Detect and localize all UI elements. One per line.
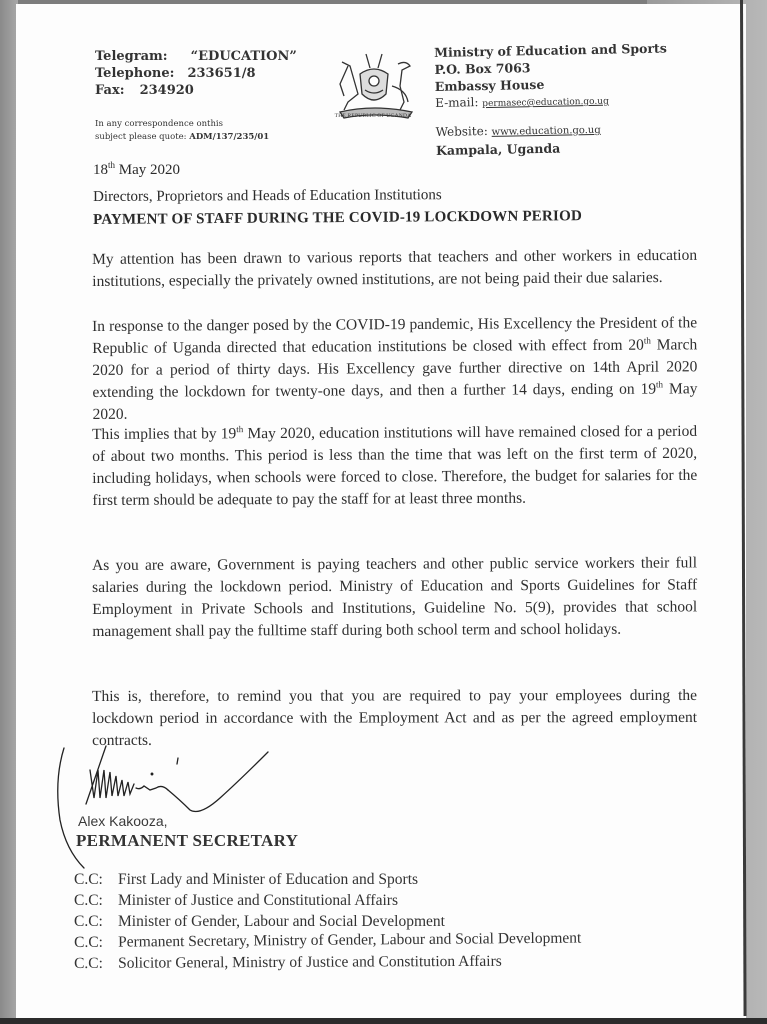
scan-background-left: [0, 0, 18, 1024]
cc-label: C.C:: [74, 871, 103, 888]
paragraph-2-text: [92, 312, 698, 426]
p2-part-a: In response to the danger posed by the COVID-19 pandemic, His Excellency the President of the Republic of Uganda directed that education institutions be closed with effect from 20: [92, 314, 698, 357]
p3-part-b: May 2020, education institutions will have remained closed for a period of about two months. This period is less than the time that was left on the first term of 2020, including holidays, when schools were forced to close. Therefore, the budget for salaries for the first term should be adequate to pay the staff for at least three months.: [92, 422, 698, 509]
p2-sup-2: th: [656, 379, 664, 390]
scan-bottom-edge: [0, 1018, 767, 1024]
cc-recipient: Permanent Secretary, Ministry of Gender, Labour and Social Development: [118, 929, 582, 951]
reference-note: [95, 118, 269, 144]
paragraph-4-text: As you are aware, Government is paying teachers and other public service workers their full salaries during the lockdown period. Ministry of Education and Sports Guidelines for Staff Employment in Private Schools and Institutions, Guideline No. 5(9), provides that school management shall pay the fulltime staff during both school term and school holidays.: [92, 554, 698, 640]
paragraph-1: [92, 245, 697, 293]
cc-item: [74, 869, 581, 890]
cc-item: [74, 928, 581, 953]
letter-date: [93, 162, 180, 179]
telephone-value: 233651/8: [187, 66, 256, 81]
fax-label: Fax:: [95, 83, 125, 98]
cc-item: [74, 950, 581, 974]
telegram-label: Telegram:: [95, 49, 168, 64]
city: Kampala, Uganda: [435, 140, 561, 158]
ministry-name: Ministry of Education and Sports: [434, 40, 667, 60]
fax-value: 234920: [139, 83, 194, 98]
p2-part-c: May 2020.: [92, 380, 698, 423]
p2-part-b: March 2020 for a period of thirty days. His Excellency gave further directive on 14th April 2020 extending the lockdown for twenty-one days, and then a further 14 days, ending on 19: [92, 336, 698, 401]
telegram-value: “EDUCATION”: [190, 49, 297, 64]
email-link[interactable]: permasec@education.go.ug: [482, 96, 609, 110]
cc-item: [74, 890, 581, 911]
letter-title: PAYMENT OF STAFF DURING THE COVID-19 LOCKDOWN PERIOD: [93, 208, 583, 228]
building-name: Embassy House: [434, 76, 545, 94]
cc-label: C.C:: [74, 913, 103, 930]
paragraph-3: [92, 421, 697, 512]
paragraph-1-text: My attention has been drawn to various reports that teachers and other workers in education institutions, especially the privately owned institutions, are not being paid their due salaries.: [92, 246, 698, 290]
email-row: [435, 91, 668, 114]
cc-recipient: First Lady and Minister of Education and Sports: [118, 871, 419, 888]
cc-label: C.C:: [74, 933, 104, 951]
signatory-title: PERMANENT SECRETARY: [76, 831, 299, 850]
reference-prefix: subject please quote:: [95, 132, 190, 142]
email-label: E-mail:: [434, 95, 483, 110]
paragraph-4: [92, 552, 697, 643]
ministry-address: [434, 40, 669, 159]
p3-sup: th: [236, 424, 244, 435]
cc-recipient: Solicitor General, Ministry of Justice and Constitution Affairs: [118, 952, 502, 972]
paragraph-2: [92, 312, 698, 426]
telephone-label: Telephone:: [95, 66, 175, 81]
letterhead-contact: [95, 48, 297, 99]
date-day: 18: [93, 162, 108, 178]
paragraph-5-text: This is, therefore, to remind you that you are required to pay your employees during the lockdown period in accordance with the Employment Act and as per the agreed employment contracts.: [92, 686, 698, 749]
cc-recipient: Minister of Gender, Labour and Social Development: [118, 913, 445, 930]
signatory-name: Alex Kakooza,: [78, 813, 168, 829]
date-rest: May 2020: [115, 162, 181, 178]
p3-part-a: This implies that by 19: [92, 425, 237, 443]
reference-line-1: In any correspondence onthis: [95, 119, 224, 129]
cc-list: [74, 869, 581, 974]
fax-row: [95, 82, 297, 99]
date-suffix: th: [108, 160, 116, 170]
cc-label: C.C:: [74, 892, 103, 909]
po-box: P.O. Box 7063: [434, 60, 531, 77]
cc-label: C.C:: [74, 954, 103, 972]
crest-caption: THE REPUBLIC OF UGANDA: [334, 113, 412, 119]
reference-line-2: [95, 131, 269, 144]
telegram-row: [95, 48, 297, 65]
reference-code: ADM/137/235/01: [189, 132, 270, 142]
website-label: Website:: [435, 123, 492, 139]
paragraph-3-text: [92, 421, 697, 512]
cc-recipient: Minister of Justice and Constitutional Affairs: [118, 892, 398, 909]
p2-sup-1: th: [643, 335, 651, 346]
addressee: Directors, Proprietors and Heads of Education Institutions: [93, 187, 442, 205]
website-link[interactable]: www.education.go.ug: [491, 124, 601, 138]
telephone-row: [95, 65, 297, 82]
